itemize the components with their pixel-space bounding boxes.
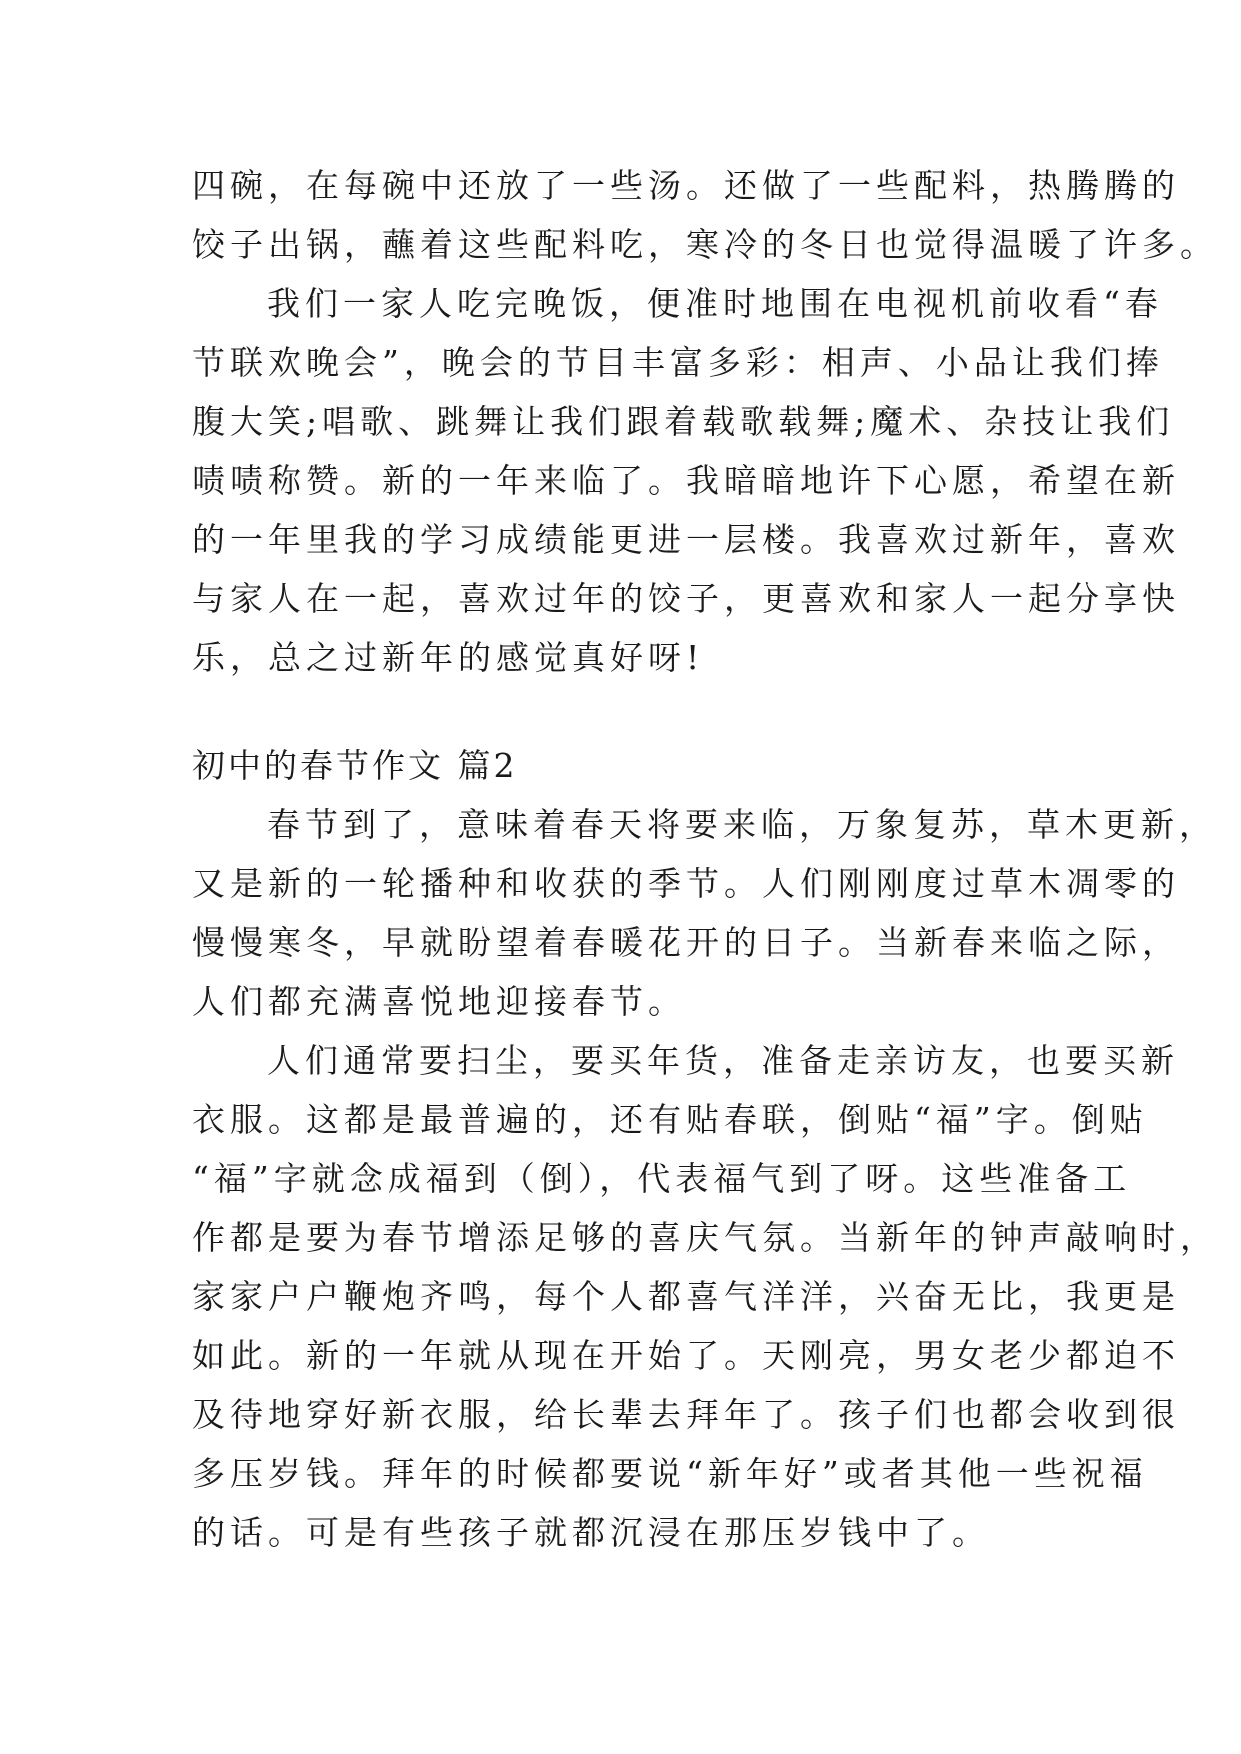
text-line: 啧啧称赞。新的一年来临了。我暗暗地许下心愿，希望在新	[192, 461, 1180, 500]
text-line: “福”字就念成福到（倒），代表福气到了呀。这些准备工	[192, 1159, 1132, 1198]
text-line: 与家人在一起，喜欢过年的饺子，更喜欢和家人一起分享快	[192, 579, 1180, 618]
text-line: 人们通常要扫尘，要买年货，准备走亲访友，也要买新	[267, 1041, 1179, 1080]
section-heading: 初中的春节作文 篇2	[192, 746, 518, 785]
text-line: 四碗，在每碗中还放了一些汤。还做了一些配料，热腾腾的	[192, 166, 1180, 205]
paragraph-new-year-evening	[192, 274, 1180, 687]
text-line: 人们都充满喜悦地迎接春节。	[192, 982, 686, 1021]
text-line: 如此。新的一年就从现在开始了。天刚亮，男女老少都迫不	[192, 1336, 1180, 1375]
text-line: 又是新的一轮播种和收获的季节。人们刚刚度过草木凋零的	[192, 864, 1180, 903]
text-line: 家家户户鞭炮齐鸣，每个人都喜气洋洋，兴奋无比，我更是	[192, 1277, 1180, 1316]
text-line: 我们一家人吃完晚饭，便准时地围在电视机前收看“春	[267, 284, 1163, 323]
document-page	[192, 156, 1218, 1562]
text-line: 多压岁钱。拜年的时候都要说“新年好”或者其他一些祝福	[192, 1454, 1148, 1493]
text-line: 腹大笑;唱歌、跳舞让我们跟着载歌载舞;魔术、杂技让我们	[192, 402, 1175, 441]
text-line: 的一年里我的学习成绩能更进一层楼。我喜欢过新年，喜欢	[192, 520, 1180, 559]
text-line: 及待地穿好新衣服，给长辈去拜年了。孩子们也都会收到很	[192, 1395, 1180, 1434]
text-line: 慢慢寒冬，早就盼望着春暖花开的日子。当新春来临之际，	[192, 923, 1180, 962]
text-line: 乐，总之过新年的感觉真好呀!	[192, 638, 705, 677]
text-line: 饺子出锅，蘸着这些配料吃，寒冷的冬日也觉得温暖了许多。	[192, 225, 1218, 264]
paragraph-continuation	[192, 156, 1218, 274]
text-line: 作都是要为春节增添足够的喜庆气氛。当新年的钟声敲响时，	[192, 1218, 1218, 1257]
paragraph-preparations	[192, 1031, 1218, 1562]
text-line: 春节到了，意味着春天将要来临，万象复苏，草木更新，	[267, 805, 1217, 844]
paragraph-spring-arrives	[192, 795, 1217, 1031]
text-line: 的话。可是有些孩子就都沉浸在那压岁钱中了。	[192, 1513, 990, 1552]
text-line: 衣服。这都是最普遍的，还有贴春联，倒贴“福”字。倒贴	[192, 1100, 1148, 1139]
text-line: 节联欢晚会”，晚会的节目丰富多彩：相声、小品让我们捧	[192, 343, 1164, 382]
section-spacer	[192, 687, 1054, 736]
